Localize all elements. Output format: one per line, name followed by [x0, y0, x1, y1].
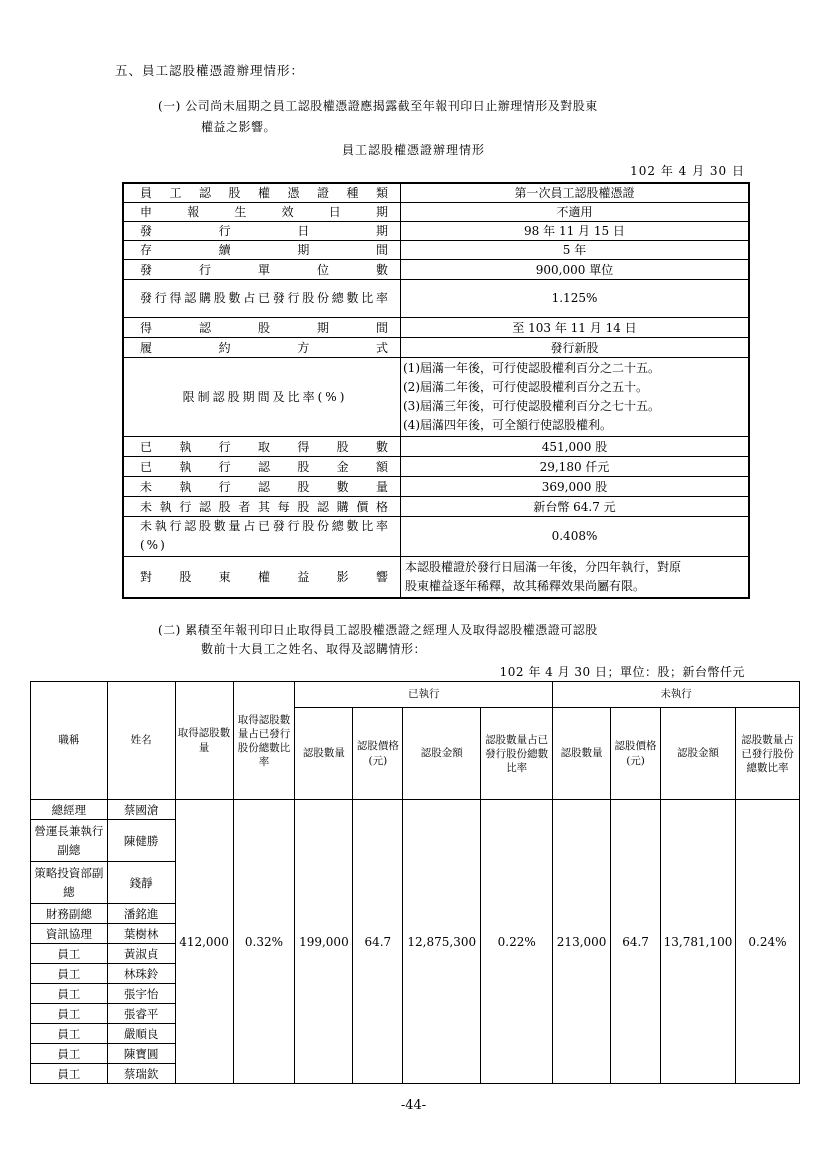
person-name: 蔡國滄 — [107, 800, 175, 820]
t1-label: 未執行認股數量占已發行股份總數比率(%) — [123, 516, 401, 556]
unexec-amount: 13,781,100 — [661, 800, 736, 1084]
t1-value-list — [401, 357, 750, 436]
subsection-1-line1: 公司尚未屆期之員工認股權憑證應揭露截至年報刊印日止辦理情形及對股東 — [185, 99, 598, 113]
t1-list-line: (2)屆滿二年後，可行使認股權利百分之五十。 — [403, 379, 648, 394]
t1-list-line: (4)屆滿四年後，可全額行使認股權利。 — [403, 417, 612, 432]
exec-price: 64.7 — [353, 800, 403, 1084]
total-shares-obtained: 412,000 — [175, 800, 233, 1084]
subsection-2-line2: 數前十大員工之姓名、取得及認購情形： — [201, 642, 427, 656]
t1-value: 新台幣 64.7 元 — [401, 496, 750, 516]
section-heading: 五、員工認股權憑證辦理情形： — [115, 63, 305, 78]
exec-ratio-header: 認股數量占已發行股份總數比率 — [481, 708, 553, 800]
person-title: 策略投資部副總 — [31, 862, 108, 904]
t1-label: 發行得認購股數占已發行股份總數比率 — [123, 279, 401, 317]
total-ratio-obtained: 0.32% — [233, 800, 295, 1084]
exec-amount: 12,875,300 — [403, 800, 481, 1084]
person-title: 財務副總 — [31, 904, 108, 924]
table1-date: 102 年 4 月 30 日 — [630, 164, 745, 178]
person-name: 嚴順良 — [107, 1024, 175, 1044]
person-title: 員工 — [31, 944, 108, 964]
t1-value: 不適用 — [401, 202, 750, 221]
person-name: 黃淑貞 — [107, 944, 175, 964]
table2-date: 102 年 4 月 30 日；單位：股；新台幣仟元 — [499, 665, 745, 679]
person-title: 員工 — [31, 964, 108, 984]
col-title-header: 職稱 — [31, 682, 108, 800]
warrant-summary-table — [122, 182, 750, 599]
t1-label: 發行日期 — [123, 221, 401, 240]
t1-label: 已執行取得股數 — [123, 436, 401, 456]
person-title: 員工 — [31, 1004, 108, 1024]
t1-label: 存續期間 — [123, 240, 401, 259]
person-name: 林珠鈴 — [107, 964, 175, 984]
t1-list-line: (1)屆滿一年後，可行使認股權利百分之二十五。 — [403, 360, 660, 375]
manager-warrant-table — [30, 681, 800, 1084]
unexec-qty: 213,000 — [553, 800, 611, 1084]
t1-label: 發行單位數 — [123, 259, 401, 279]
person-name: 葉樹林 — [107, 924, 175, 944]
t1-label: 申報生效日期 — [123, 202, 401, 221]
person-title: 總經理 — [31, 800, 108, 820]
person-name: 張宇怡 — [107, 984, 175, 1004]
unexecuted-group-header: 未執行 — [553, 682, 800, 708]
t1-value: 5 年 — [401, 240, 750, 259]
subsection-2-marker: (二) — [158, 623, 181, 637]
subsection-2 — [158, 621, 758, 659]
person-name: 陳健勝 — [107, 820, 175, 862]
t1-label: 限制認股期間及比率(%) — [123, 357, 401, 436]
person-name: 陳寶圓 — [107, 1044, 175, 1064]
exec-amount-header: 認股金額 — [403, 708, 481, 800]
subsection-1 — [158, 96, 758, 138]
t1-label: 得認股期間 — [123, 317, 401, 337]
col-shares-obtained-header: 取得認股數量 — [175, 682, 233, 800]
unexec-qty-header: 認股數量 — [553, 708, 611, 800]
page-number: -44- — [400, 1098, 427, 1113]
t1-list-line: 股東權益逐年稀釋，故其稀釋效果尚屬有限。 — [405, 578, 646, 593]
t1-value: 第一次員工認股權憑證 — [401, 183, 750, 202]
person-title: 員工 — [31, 1044, 108, 1064]
exec-qty-header: 認股數量 — [295, 708, 353, 800]
table1-title: 員工認股權憑證辦理情形 — [341, 143, 485, 157]
person-title: 員工 — [31, 1064, 108, 1084]
t1-value: 29,180 仟元 — [401, 456, 750, 476]
person-title: 員工 — [31, 984, 108, 1004]
subsection-2-line1: 累積至年報刊印日止取得員工認股權憑證之經理人及取得認股權憑證可認股 — [185, 623, 598, 637]
person-title: 資訊協理 — [31, 924, 108, 944]
t1-label: 未執行認股數量 — [123, 476, 401, 496]
exec-price-header: 認股價格(元) — [353, 708, 403, 800]
t1-label: 未執行認股者其每股認購價格 — [123, 496, 401, 516]
t1-label: 已執行認股金額 — [123, 456, 401, 476]
unexec-price-header: 認股價格(元) — [611, 708, 661, 800]
executed-group-header: 已執行 — [295, 682, 553, 708]
t1-value: 1.125% — [401, 279, 750, 317]
t1-value-list — [401, 556, 750, 598]
person-name: 張睿平 — [107, 1004, 175, 1024]
t1-value: 發行新股 — [401, 337, 750, 357]
t1-list-line: 本認股權證於發行日屆滿一年後，分四年執行，對原 — [405, 559, 682, 574]
person-title: 員工 — [31, 1024, 108, 1044]
t1-label: 員工認股權憑證種類 — [123, 183, 401, 202]
t1-value: 98 年 11 月 15 日 — [401, 221, 750, 240]
col-name-header: 姓名 — [107, 682, 175, 800]
unexec-ratio: 0.24% — [735, 800, 799, 1084]
exec-ratio: 0.22% — [481, 800, 553, 1084]
unexec-price: 64.7 — [611, 800, 661, 1084]
person-name: 蔡瑞欽 — [107, 1064, 175, 1084]
person-name: 潘銘進 — [107, 904, 175, 924]
exec-qty: 199,000 — [295, 800, 353, 1084]
subsection-1-marker: (一) — [158, 99, 181, 113]
t1-value: 369,000 股 — [401, 476, 750, 496]
t1-value: 900,000 單位 — [401, 259, 750, 279]
person-name: 錢靜 — [107, 862, 175, 904]
unexec-amount-header: 認股金額 — [661, 708, 736, 800]
t1-label: 履約方式 — [123, 337, 401, 357]
person-title: 營運長兼執行副總 — [31, 820, 108, 862]
t1-label: 對股東權益影響 — [123, 556, 401, 598]
t1-value: 至 103 年 11 月 14 日 — [401, 317, 750, 337]
t1-value: 0.408% — [401, 516, 750, 556]
unexec-ratio-header: 認股數量占已發行股份總數比率 — [735, 708, 799, 800]
t1-value: 451,000 股 — [401, 436, 750, 456]
col-ratio-obtained-header: 取得認股數量占已發行股份總數比率 — [233, 682, 295, 800]
subsection-1-line2: 權益之影響。 — [201, 120, 277, 134]
t1-list-line: (3)屆滿三年後，可行使認股權利百分之七十五。 — [403, 398, 660, 413]
